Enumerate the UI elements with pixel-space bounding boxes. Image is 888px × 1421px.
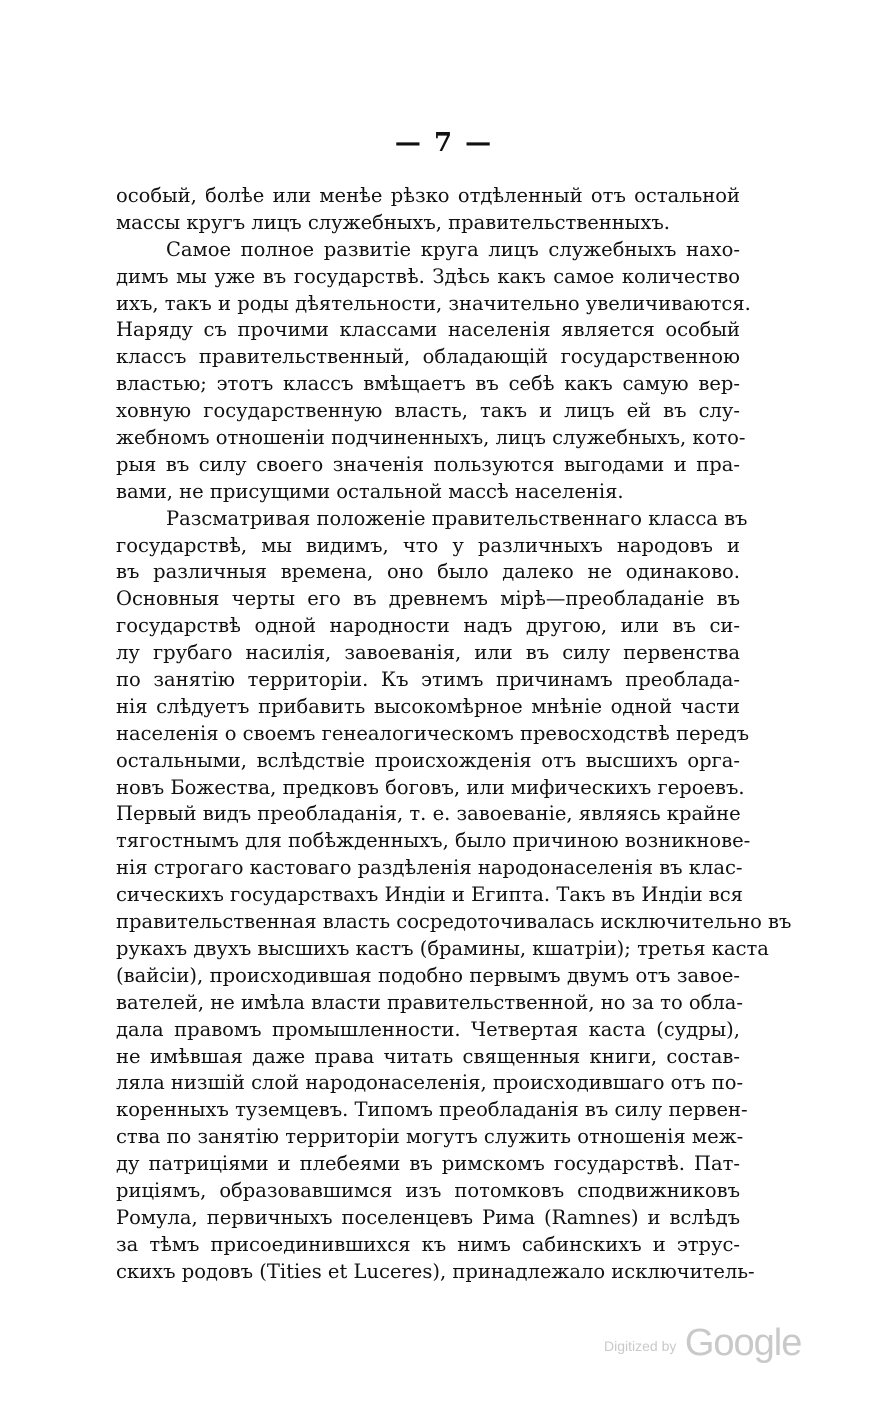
text-line: нія строгаго кастоваго раздѣленія народонаселенія въ клас- bbox=[116, 856, 743, 880]
text-line: сическихъ государствахъ Индіи и Египта. Такъ въ Индіи вся bbox=[116, 883, 743, 907]
text-line: населенія о своемъ генеалогическомъ превосходствѣ передъ bbox=[116, 721, 749, 745]
text-line: властью; этотъ классъ вмѣщаетъ въ себѣ какъ самую вер- bbox=[116, 372, 740, 396]
text-line: ства по занятію территоріи могутъ служить отношенія меж- bbox=[116, 1125, 744, 1149]
text-line: скихъ родовъ (Tities et Luceres), принадлежало исключитель- bbox=[116, 1259, 755, 1283]
text-line: Ромула, первичныхъ поселенцевъ Рима (Ramnes) и вслѣдъ bbox=[116, 1205, 740, 1229]
body-text bbox=[116, 183, 792, 1286]
text-line: правительственная власть сосредоточивалась исключительно въ bbox=[116, 910, 792, 934]
text-line: за тѣмъ присоединившихся къ нимъ сабинскихъ и этрус- bbox=[116, 1232, 740, 1256]
watermark-prefix: Digitized by bbox=[604, 1338, 677, 1354]
text-line: государствѣ, мы видимъ, что у различныхъ народовъ и bbox=[116, 533, 740, 557]
text-line: не имѣвшая даже права читать священныя книги, состав- bbox=[116, 1044, 740, 1068]
text-line: коренныхъ туземцевъ. Типомъ преобладанія въ силу первен- bbox=[116, 1098, 748, 1122]
page-number: — 7 — bbox=[394, 128, 494, 158]
text-line: Основныя черты его въ древнемъ мірѣ—преобладаніе въ bbox=[116, 587, 740, 611]
text-line: тягостнымъ для побѣжденныхъ, было причиною возникнове- bbox=[116, 829, 751, 853]
text-line: лу грубаго насилія, завоеванія, или въ силу первенства bbox=[116, 641, 740, 665]
text-line: вателей, не имѣла власти правительственной, но за то обла- bbox=[116, 990, 743, 1014]
digitized-by-google-watermark bbox=[604, 1322, 801, 1365]
text-line: димъ мы уже въ государствѣ. Здѣсь какъ самое количество bbox=[116, 264, 740, 288]
text-line: по занятію территоріи. Къ этимъ причинамъ преоблада- bbox=[116, 668, 740, 692]
text-line: классъ правительственный, обладающій государственною bbox=[116, 345, 740, 369]
text-line: Разсматривая положеніе правительственнаго класса въ bbox=[166, 506, 748, 530]
text-line: ду патриціями и плебеями въ римскомъ государствѣ. Пат- bbox=[116, 1152, 740, 1176]
text-line: рыя въ силу своего значенія пользуются выгодами и пра- bbox=[116, 452, 740, 476]
text-line: особый, болѣе или менѣе рѣзко отдѣленный отъ остальной bbox=[116, 184, 740, 207]
text-line: рукахъ двухъ высшихъ кастъ (брамины, кшатріи); третья каста bbox=[116, 936, 769, 960]
text-line: ляла низшій слой народонаселенія, происходившаго отъ по- bbox=[116, 1071, 744, 1095]
text-line: государствѣ одной народности надъ другою, или въ си- bbox=[116, 614, 740, 638]
text-line: вами, не присущими остальной массѣ населенія. bbox=[116, 479, 624, 503]
text-line: Первый видъ преобладанія, т. е. завоеваніе, являясь крайне bbox=[116, 802, 741, 826]
text-line: жебномъ отношеніи подчиненныхъ, лицъ служебныхъ, кото- bbox=[116, 426, 746, 450]
text-line: (вайсіи), происходившая подобно первымъ двумъ отъ завое- bbox=[116, 963, 740, 987]
text-line: Наряду съ прочими классами населенія является особый bbox=[116, 318, 740, 342]
text-line: ховную государственную власть, такъ и лицъ ей въ слу- bbox=[116, 399, 740, 423]
text-line: риціямъ, образовавшимся изъ потомковъ сподвижниковъ bbox=[116, 1178, 740, 1202]
text-line: ихъ, такъ и роды дѣятельности, значительно увеличиваются. bbox=[116, 291, 751, 315]
text-line: остальными, вслѣдствіе происхожденія отъ высшихъ орга- bbox=[116, 748, 740, 772]
text-line: массы кругъ лицъ служебныхъ, правительственныхъ. bbox=[116, 210, 670, 234]
text-line: дала правомъ промышленности. Четвертая каста (судры), bbox=[116, 1017, 740, 1041]
text-line: новъ Божества, предковъ боговъ, или мифическихъ героевъ. bbox=[116, 775, 745, 799]
text-line: нія слѣдуетъ прибавить высокомѣрное мнѣніе одной части bbox=[116, 694, 740, 718]
watermark-brand: Google bbox=[684, 1322, 802, 1364]
text-line: въ различныя времена, оно было далеко не одинаково. bbox=[116, 560, 740, 584]
text-line: Самое полное развитіе круга лицъ служебныхъ нахо- bbox=[166, 237, 740, 261]
